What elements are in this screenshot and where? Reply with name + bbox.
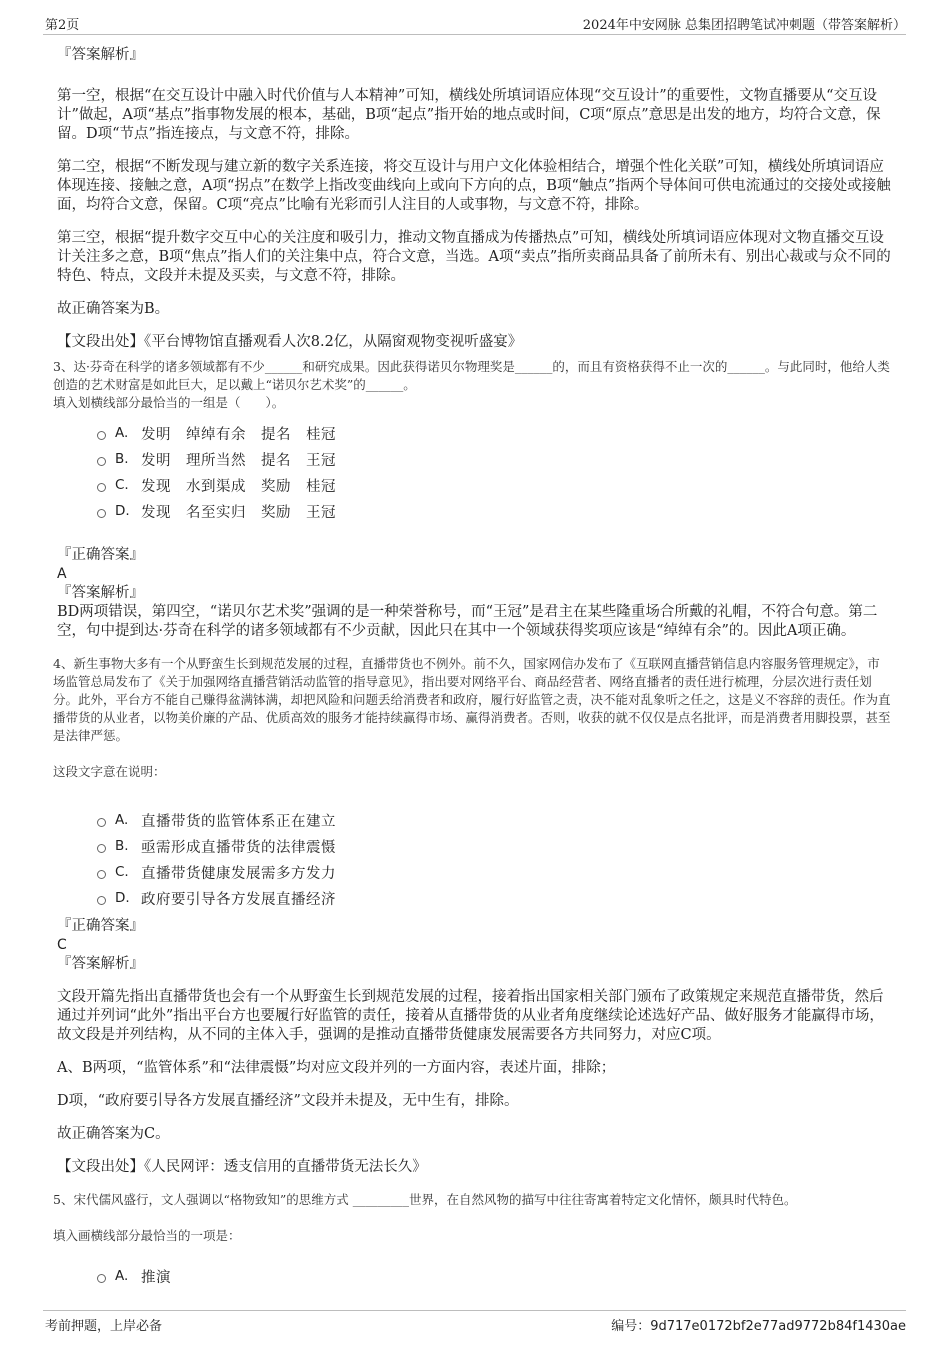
q5-prompt: 填入画横线部分最恰当的一项是： xyxy=(53,1228,241,1243)
q4-analysis-para-1: 文段开篇先指出直播带货也会有一个从野蛮生长到规范发展的过程，接着指出国家相关部门颁布了政策规定来规范直播带货，然后通过并列词“此外”指出平台方也要履行好监管的责任，接着从直播带货的从业者角度继续论述选好产品、做好服务才能赢得市场，故文段是并列结构，从不同的主体入手，强调的是推动直播带货健康发展需要各方共同努力，对应C项。 xyxy=(57,989,884,1043)
q4-option-d[interactable]: D. 政府要引导各方发展直播经济 xyxy=(97,885,891,911)
q3-options xyxy=(97,420,891,524)
q4-analysis-para-2: A、B两项，“监管体系”和“法律震慑”均对应文段并列的一方面内容，表述片面，排除； xyxy=(57,1060,616,1076)
radio-icon[interactable] xyxy=(97,431,106,440)
page-number: 第2页 xyxy=(45,18,80,33)
q4-analysis-para-3: D项，“政府要引导各方发展直播经济”文段并未提及，无中生有，排除。 xyxy=(57,1093,519,1109)
q4-source: 【文段出处】《人民网评：透支信用的直播带货无法长久》 xyxy=(57,1159,427,1175)
page-header xyxy=(43,14,906,35)
radio-icon[interactable] xyxy=(97,870,106,879)
q3-option-b[interactable]: B. 发明 理所当然 提名 王冠 xyxy=(97,446,891,472)
q3-analysis-label: 『答案解析』 xyxy=(57,585,144,601)
q2-conclusion: 故正确答案为B。 xyxy=(57,301,170,317)
q4-correct-answer: C xyxy=(57,937,67,953)
radio-icon[interactable] xyxy=(97,457,106,466)
q2-analysis-para-2: 第二空，根据“不断发现与建立新的数字关系连接，将交互设计与用户文化体验相结合，增强个性化关联”可知，横线处所填词语应体现连接、接触之意，A项“拐点”在数学上指改变曲线向上或向下方向的点，B项“触点”指两个导体间可供电流通过的交接处或接触面，均符合文意，保留。C项“亮点”比喻有光彩而引人注目的人或事物，与文意不符，排除。 xyxy=(57,159,891,213)
q3-stem: 3、达·芬奇在科学的诸多领域都有不少______和研究成果。因此获得诺贝尔物理奖是______的，而且有资格获得不止一次的______。与此同时，他给人类创造的艺术财富是如此巨大，足以戴上“诺贝尔艺术奖”的______。 xyxy=(53,359,890,392)
q3-correct-label: 『正确答案』 xyxy=(57,547,144,563)
radio-icon[interactable] xyxy=(97,818,106,827)
q3-option-a[interactable]: A. 发明 绰绰有余 提名 桂冠 xyxy=(97,420,891,446)
q4-stem: 4、新生事物大多有一个从野蛮生长到规范发展的过程，直播带货也不例外。前不久，国家网信办发布了《互联网直播营销信息内容服务管理规定》，市场监管总局发布了《关于加强网络直播营销活动监管的指导意见》，指出要对网络平台、商品经营者、网络直播者的责任进行梳理，分层次进行责任划分。此外，平台方不能自己赚得盆满钵满，却把风险和问题丢给消费者和政府，履行好监管之责，决不能对乱象听之任之，这是义不容辞的责任。作为直播带货的从业者，以物美价廉的产品、优质高效的服务才能持续赢得市场、赢得消费者。否则，收获的就不仅仅是点名批评，而是消费者用脚投票，甚至是法律严惩。 xyxy=(53,656,891,743)
page-footer xyxy=(43,1310,906,1333)
q3-prompt: 填入划横线部分最恰当的一组是（ ）。 xyxy=(53,395,285,410)
q4-correct-label: 『正确答案』 xyxy=(57,918,144,934)
q5-option-a[interactable]: A. 推演 xyxy=(97,1263,891,1289)
q2-analysis-para-1: 第一空，根据“在交互设计中融入时代价值与人本精神”可知，横线处所填词语应体现“交互设计”的重要性，文物直播要从“交互设计”做起，A项“基点”指事物发展的根本，基础，B项“起点”指开始的地点或时间，C项“原点”意思是出发的地方，均符合文意，保留。D项“节点”指连接点，与文意不符，排除。 xyxy=(57,88,881,142)
document-code: 编号：9d717e0172bf2e77ad9772b84f1430ae xyxy=(611,1319,906,1334)
q4-conclusion: 故正确答案为C。 xyxy=(57,1126,170,1142)
document-title: 2024年中安网脉 总集团招聘笔试冲刺题（带答案解析） xyxy=(582,18,906,33)
document-body xyxy=(53,46,891,1289)
q5-stem: 5、宋代儒风盛行，文人强调以“格物致知”的思维方式 _________世界，在自然风物的描写中往往寄寓着特定文化情怀，颇具时代特色。 xyxy=(53,1192,797,1207)
q4-option-a[interactable]: A. 直播带货的监管体系正在建立 xyxy=(97,807,891,833)
radio-icon[interactable] xyxy=(97,896,106,905)
radio-icon[interactable] xyxy=(97,483,106,492)
radio-icon[interactable] xyxy=(97,1274,106,1283)
radio-icon[interactable] xyxy=(97,509,106,518)
q4-options xyxy=(97,807,891,911)
q5-options xyxy=(97,1263,891,1289)
q3-analysis: BD两项错误，第四空，“诺贝尔艺术奖”强调的是一种荣誉称号，而“王冠”是君主在某些隆重场合所戴的礼帽，不符合句意。第二空，句中提到达·芬奇在科学的诸多领域都有不少贡献，因此只在其中一个领域获得奖项应该是“绰绰有余”的。因此A项正确。 xyxy=(57,604,878,639)
q2-analysis-label: 『答案解析』 xyxy=(57,47,144,63)
q3-option-d[interactable]: D. 发现 名至实归 奖励 王冠 xyxy=(97,498,891,524)
radio-icon[interactable] xyxy=(97,844,106,853)
q4-option-b[interactable]: B. 亟需形成直播带货的法律震慑 xyxy=(97,833,891,859)
q3-option-c[interactable]: C. 发现 水到渠成 奖励 桂冠 xyxy=(97,472,891,498)
footer-note: 考前押题，上岸必备 xyxy=(45,1319,163,1334)
q4-prompt: 这段文字意在说明： xyxy=(53,764,166,779)
q2-analysis-para-3: 第三空，根据“提升数字交互中心的关注度和吸引力，推动文物直播成为传播热点”可知，横线处所填词语应体现对文物直播交互设计关注多之意，B项“焦点”指人们的关注集中点，符合文意，当选。A项“卖点”指所卖商品具备了前所未有、别出心裁或与众不同的特色、特点，文段并未提及买卖，与文意不符，排除。 xyxy=(57,230,891,284)
q4-option-c[interactable]: C. 直播带货健康发展需多方发力 xyxy=(97,859,891,885)
q2-source: 【文段出处】《平台博物馆直播观看人次8.2亿，从隔窗观物变视听盛宴》 xyxy=(57,334,523,350)
q3-correct-answer: A xyxy=(57,566,67,582)
q4-analysis-label: 『答案解析』 xyxy=(57,956,144,972)
